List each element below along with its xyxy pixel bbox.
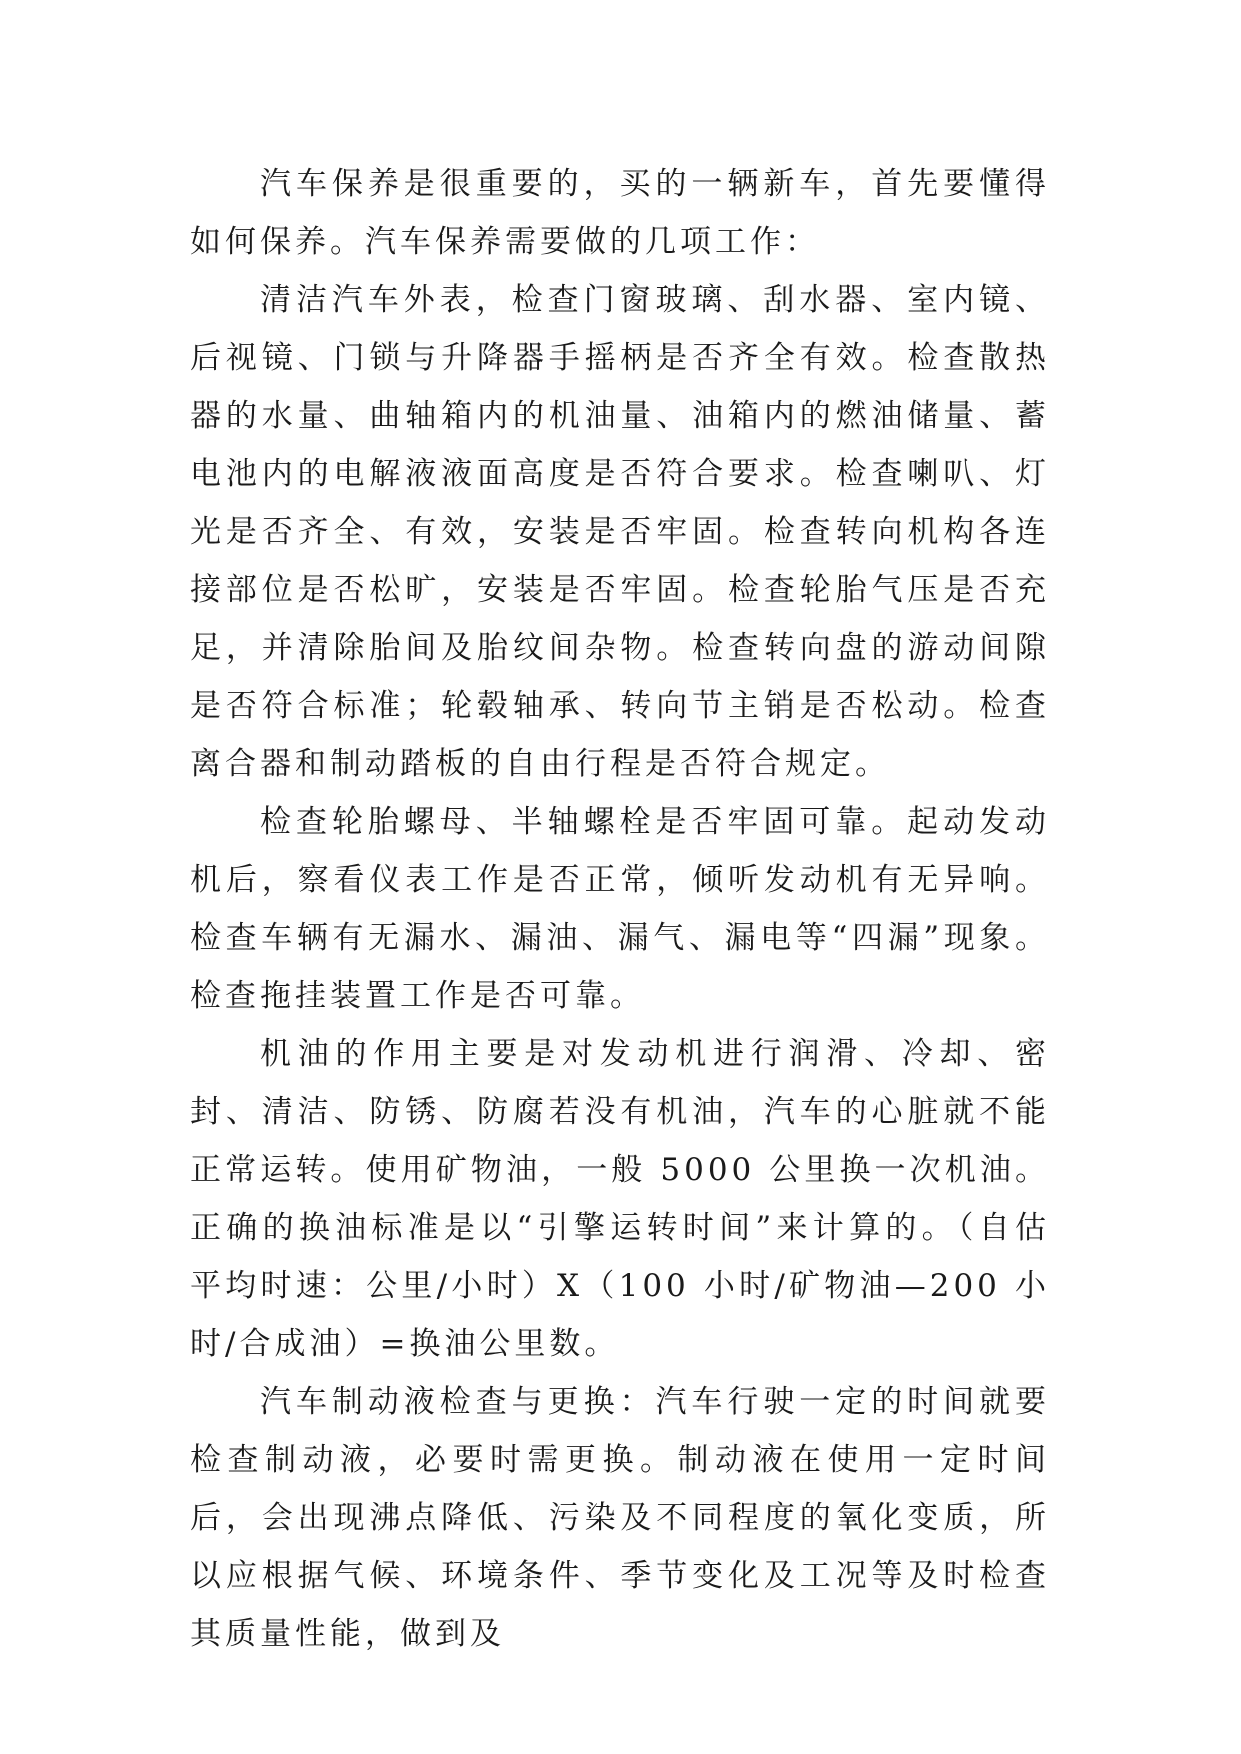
- paragraph-brake-fluid: 汽车制动液检查与更换：汽车行驶一定的时间就要检查制动液，必要时需更换。制动液在使用一定时间后，会出现沸点降低、污染及不同程度的氧化变质，所以应根据气候、环境条件、季节变化及工况等及时检查其质量性能，做到及: [190, 1384, 1050, 1652]
- paragraph-exterior-check: 清洁汽车外表，检查门窗玻璃、刮水器、室内镜、后视镜、门锁与升降器手摇柄是否齐全有效。检查散热器的水量、曲轴箱内的机油量、油箱内的燃油储量、蓄电池内的电解液液面高度是否符合要求。检查喇叭、灯光是否齐全、有效，安装是否牢固。检查转向机构各连接部位是否松旷，安装是否牢固。检查轮胎气压是否充足，并清除胎间及胎纹间杂物。检查转向盘的游动间隙是否符合标准；轮毂轴承、转向节主销是否松动。检查离合器和制动踏板的自由行程是否符合规定。: [190, 282, 1050, 782]
- paragraph-intro: 汽车保养是很重要的，买的一辆新车，首先要懂得如何保养。汽车保养需要做的几项工作：: [190, 166, 1050, 260]
- paragraph-tire-engine-check: 检查轮胎螺母、半轴螺栓是否牢固可靠。起动发动机后，察看仪表工作是否正常，倾听发动机有无异响。检查车辆有无漏水、漏油、漏气、漏电等“四漏”现象。检查拖挂装置工作是否可靠。: [190, 804, 1050, 1014]
- document-body: [190, 155, 1050, 1663]
- paragraph-engine-oil: 机油的作用主要是对发动机进行润滑、冷却、密封、清洁、防锈、防腐若没有机油，汽车的心脏就不能正常运转。使用矿物油，一般 5000 公里换一次机油。正确的换油标准是以“引擎运转时间”来计算的。（自估平均时速：公里/小时）X（100 小时/矿物油—200 小时/合成油）=换油公里数。: [190, 1036, 1050, 1362]
